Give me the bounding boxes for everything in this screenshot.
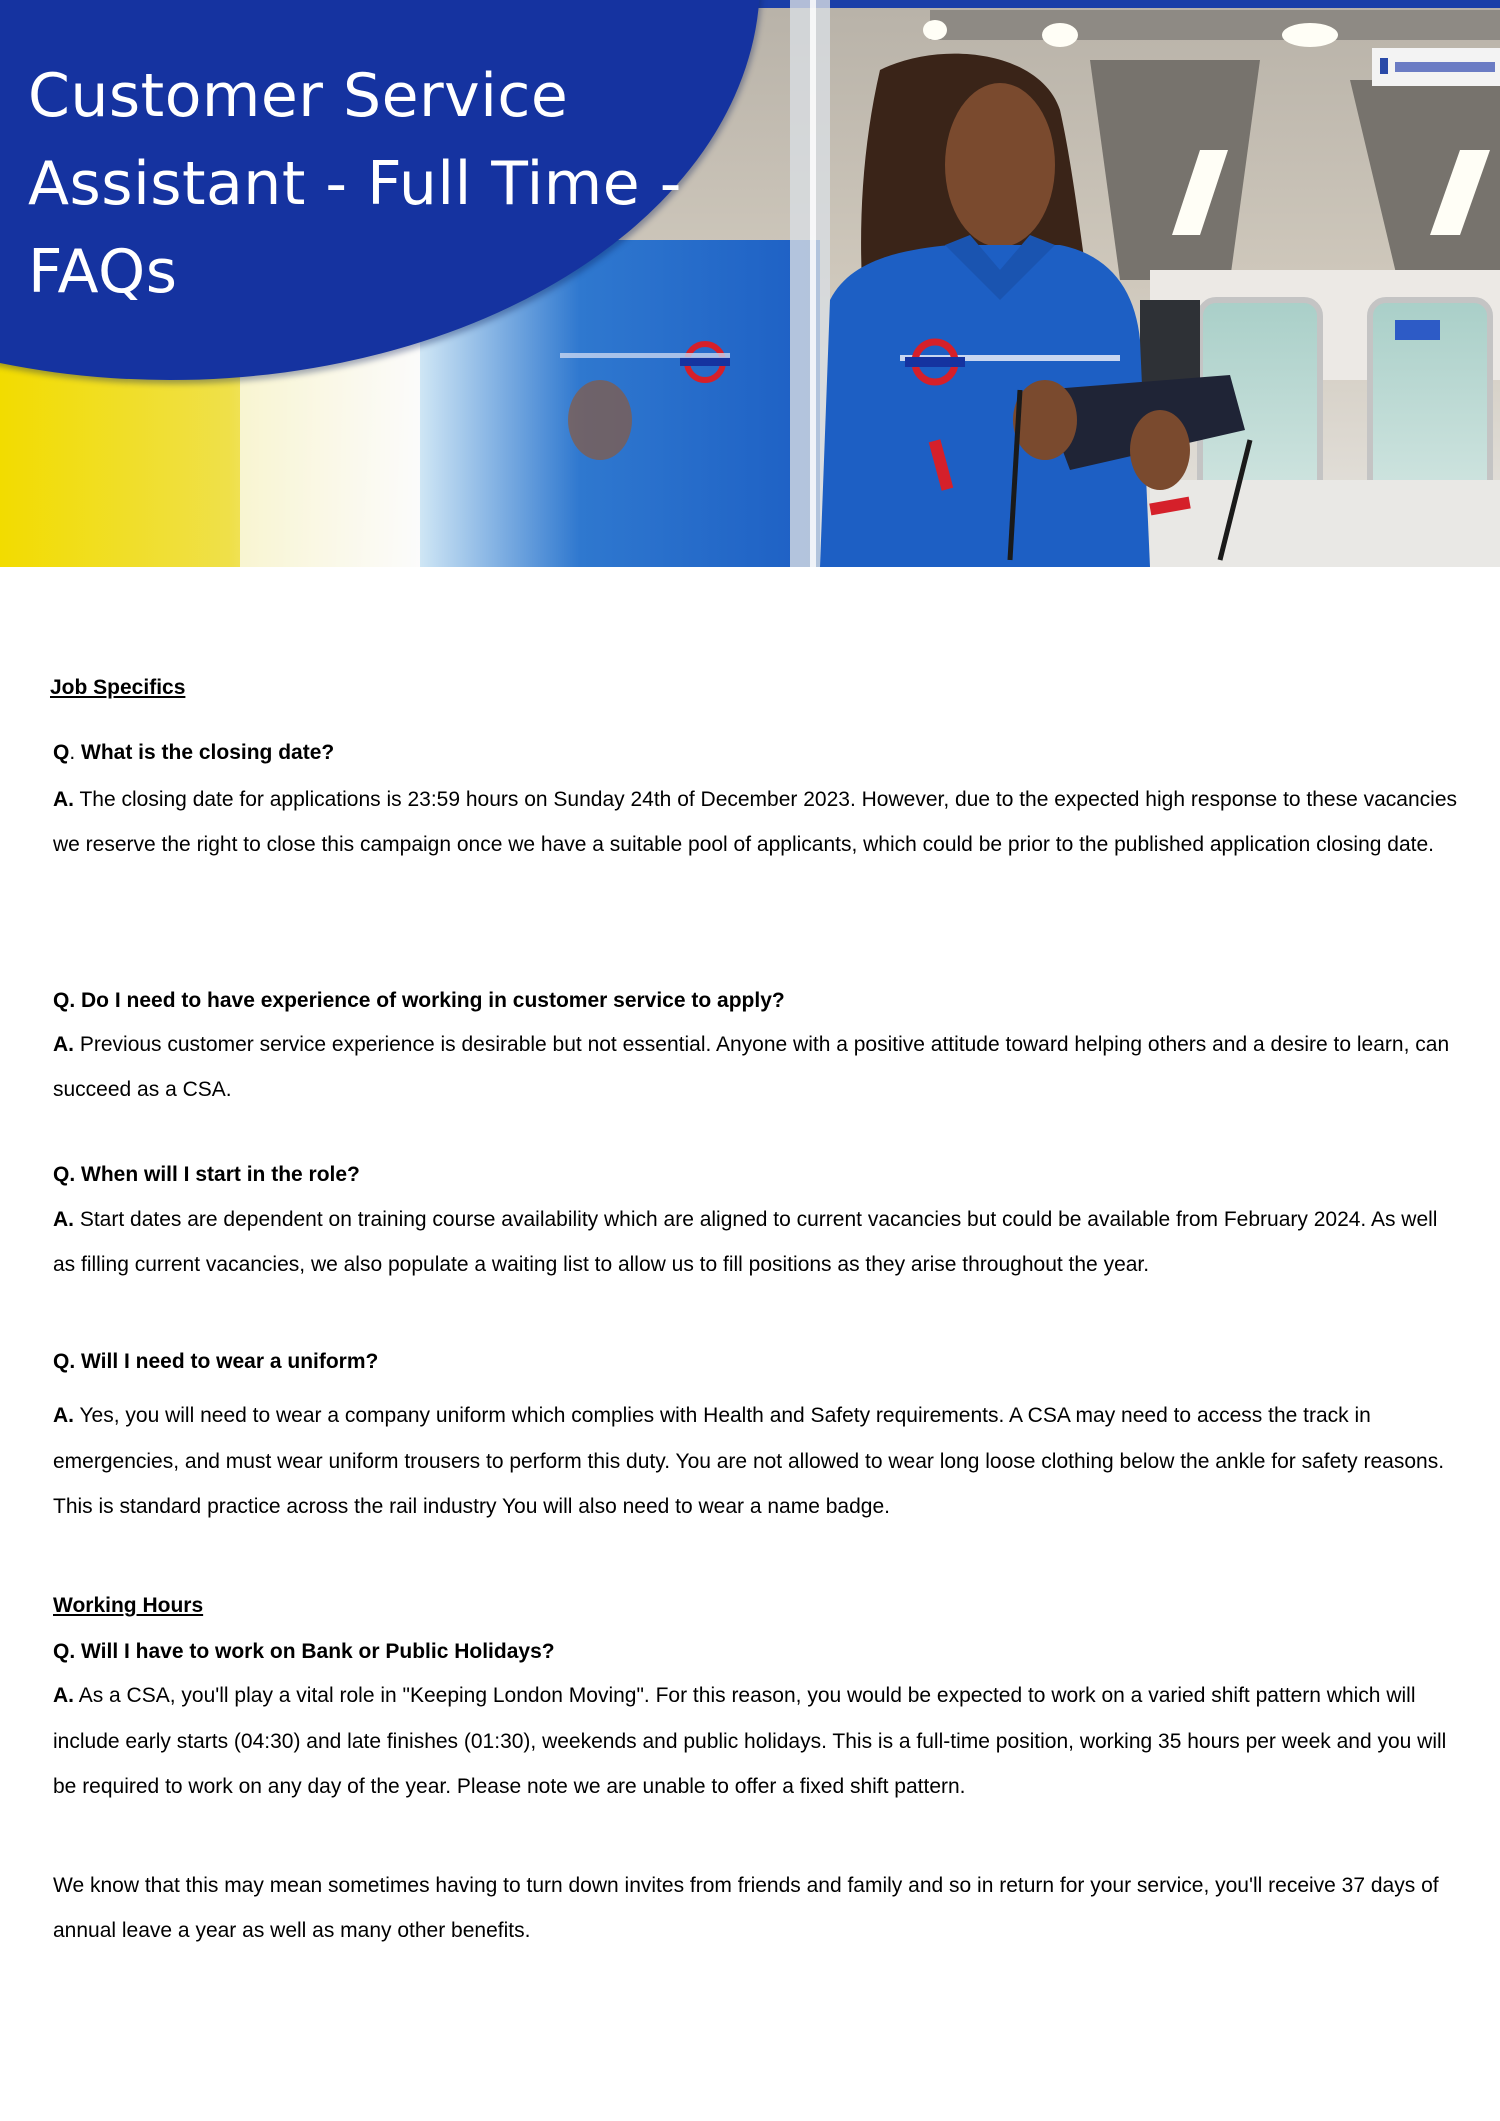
q-prefix: Q.: [53, 1163, 76, 1186]
question-text: What is the closing date?: [81, 741, 335, 764]
answer-text: Start dates are dependent on training course availability which are aligned to current vacancies but could be available from February 2024. As well as filling current vacancies, we also populate a waiting list to allow us to fill positions as they arise throughout the year.: [53, 1208, 1438, 1276]
title-line-1: Customer Service: [28, 61, 569, 131]
answer-text: As a CSA, you'll play a vital role in "Keeping London Moving". For this reason, you would be expected to work on a varied shift pattern which will include early starts (04:30) and late finishes (01:30), weekends and public holidays. This is a full-time position, working 35 hours per week and you will be required to work on any day of the year. Please note we are unable to offer a fixed shift pattern.: [53, 1684, 1447, 1798]
question-uniform: [53, 1350, 378, 1374]
annual-leave-paragraph: We know that this may mean sometimes having to turn down invites from friends and family and so in return for your service, you'll receive 37 days of annual leave a year as well as many other benefits.: [53, 1874, 1439, 1942]
q-prefix: Q: [53, 741, 70, 764]
question-bank-holidays: [53, 1640, 555, 1664]
a-label: A.: [53, 1208, 74, 1231]
answer-text: Yes, you will need to wear a company uniform which complies with Health and Safety requirements. A CSA may need to access the track in emergencies, and must wear uniform trousers to perform this duty. You are not allowed to wear long loose clothing below the ankle for safety reasons. This is standard practice across the rail industry You will also need to wear a name badge.: [53, 1404, 1445, 1518]
answer-text: The closing date for applications is 23:59 hours on Sunday 24th of December 2023. However, due to the expected high response to these vacancies we reserve the right to close this campaign once we have a suitable pool of applicants, which could be prior to the published application closing date.: [53, 788, 1458, 856]
answer-uniform: [53, 1393, 1463, 1530]
answer-bank-holidays: [53, 1673, 1463, 1810]
answer-start-date: [53, 1198, 1463, 1287]
a-label: A.: [53, 1033, 74, 1056]
page-title: [28, 52, 728, 316]
question-text: Will I need to wear a uniform?: [81, 1350, 379, 1373]
question-text: Will I have to work on Bank or Public Holidays?: [81, 1640, 555, 1663]
a-label: A.: [53, 1404, 74, 1427]
hero-banner: [0, 0, 1500, 567]
title-line-3: FAQs: [28, 237, 178, 307]
q-prefix: Q.: [53, 989, 76, 1012]
a-label: A.: [53, 1684, 74, 1707]
q-dot: .: [69, 741, 76, 764]
answer-text: Previous customer service experience is desirable but not essential. Anyone with a positive attitude toward helping others and a desire to learn, can succeed as a CSA.: [53, 1033, 1450, 1101]
a-label: A.: [53, 788, 74, 811]
question-text: Do I need to have experience of working in customer service to apply?: [81, 989, 785, 1012]
section-heading-job-specifics: Job Specifics: [50, 676, 186, 699]
section-heading-working-hours: Working Hours: [53, 1594, 204, 1617]
q-prefix: Q.: [53, 1640, 76, 1663]
question-closing-date: [53, 741, 334, 765]
question-start-date: [53, 1163, 360, 1187]
title-line-2: Assistant - Full Time -: [28, 149, 682, 219]
question-experience: [53, 989, 785, 1013]
answer-experience: [53, 1023, 1463, 1112]
question-text: When will I start in the role?: [81, 1163, 360, 1186]
answer-closing-date: [53, 778, 1463, 867]
q-prefix: Q.: [53, 1350, 76, 1373]
